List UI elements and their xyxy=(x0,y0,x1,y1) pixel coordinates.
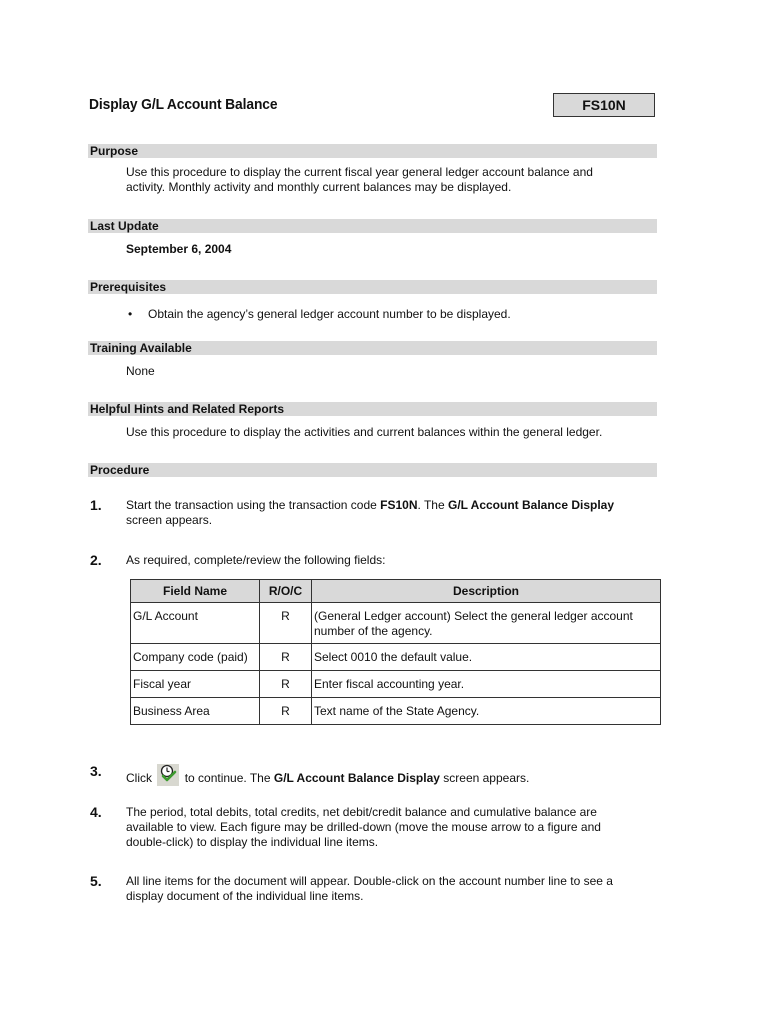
step-5-text xyxy=(126,874,686,904)
description-line: number of the agency. xyxy=(314,624,433,638)
step-text: available to view. Each figure may be drilled-down (move the mouse arrow to a figure and xyxy=(126,820,601,834)
transaction-code: FS10N xyxy=(582,97,626,113)
column-header: R/O/C xyxy=(260,580,312,603)
section-heading-purpose: Purpose xyxy=(88,144,657,158)
screen-name-ref: G/L Account Balance Display xyxy=(273,771,440,785)
step-3-text xyxy=(126,764,666,786)
table-header-row xyxy=(131,580,661,603)
transaction-code-ref: FS10N xyxy=(380,498,418,512)
step-number: 3. xyxy=(90,763,102,779)
section-heading-hints: Helpful Hints and Related Reports xyxy=(88,402,657,416)
roc-cell: R xyxy=(260,644,312,671)
execute-icon xyxy=(157,764,179,786)
hints-text: Use this procedure to display the activities and current balances within the general ledger. xyxy=(126,425,603,439)
step-text: Click xyxy=(126,771,152,785)
step-text: screen appears. xyxy=(439,771,530,785)
step-text: to continue. The xyxy=(184,771,274,785)
roc-cell: R xyxy=(260,698,312,725)
column-header: Field Name xyxy=(131,580,260,603)
step-number: 4. xyxy=(90,804,102,820)
fields-table xyxy=(130,579,661,725)
purpose-line: Use this procedure to display the current fiscal year general ledger account balance and xyxy=(126,165,593,179)
step-number: 1. xyxy=(90,497,102,513)
table-row xyxy=(131,671,661,698)
transaction-code-box xyxy=(553,93,655,117)
training-value: None xyxy=(126,364,155,378)
description-line: (General Ledger account) Select the general ledger account xyxy=(314,609,633,623)
field-name-cell: G/L Account xyxy=(131,603,260,644)
roc-cell: R xyxy=(260,603,312,644)
prerequisite-item: Obtain the agency’s general ledger account number to be displayed. xyxy=(148,307,511,321)
description-cell xyxy=(312,603,661,644)
section-heading-prerequisites: Prerequisites xyxy=(88,280,657,294)
bullet-icon: • xyxy=(128,307,133,321)
purpose-text xyxy=(126,165,646,195)
table-row xyxy=(131,644,661,671)
step-text: display document of the individual line items. xyxy=(126,889,364,903)
field-name-cell: Fiscal year xyxy=(131,671,260,698)
step-1-text xyxy=(126,498,666,528)
step-number: 2. xyxy=(90,552,102,568)
description-cell: Select 0010 the default value. xyxy=(312,644,661,671)
description-cell: Text name of the State Agency. xyxy=(312,698,661,725)
step-text: Start the transaction using the transaction code xyxy=(126,498,381,512)
step-4-text xyxy=(126,805,686,850)
field-name-cell: Company code (paid) xyxy=(131,644,260,671)
table-row xyxy=(131,698,661,725)
roc-cell: R xyxy=(260,671,312,698)
description-cell: Enter fiscal accounting year. xyxy=(312,671,661,698)
document-title: Display G/L Account Balance xyxy=(89,96,278,113)
step-text: double-click) to display the individual line items. xyxy=(126,835,379,849)
section-heading-procedure: Procedure xyxy=(88,463,657,477)
step-text: screen appears. xyxy=(126,513,213,527)
screen-name-ref: G/L Account Balance Display xyxy=(447,498,615,512)
table-row xyxy=(131,603,661,644)
step-text: . The xyxy=(417,498,448,512)
column-header: Description xyxy=(312,580,661,603)
last-update-date: September 6, 2004 xyxy=(126,242,232,256)
step-text: The period, total debits, total credits, net debit/credit balance and cumulative balance are xyxy=(126,805,597,819)
field-name-cell: Business Area xyxy=(131,698,260,725)
step-number: 5. xyxy=(90,873,102,889)
step-text: All line items for the document will appear. Double-click on the account number line to see a xyxy=(126,874,613,888)
purpose-line: activity. Monthly activity and monthly current balances may be displayed. xyxy=(126,180,512,194)
section-heading-training: Training Available xyxy=(88,341,657,355)
section-heading-last-update: Last Update xyxy=(88,219,657,233)
step-2-text: As required, complete/review the following fields: xyxy=(126,553,386,567)
